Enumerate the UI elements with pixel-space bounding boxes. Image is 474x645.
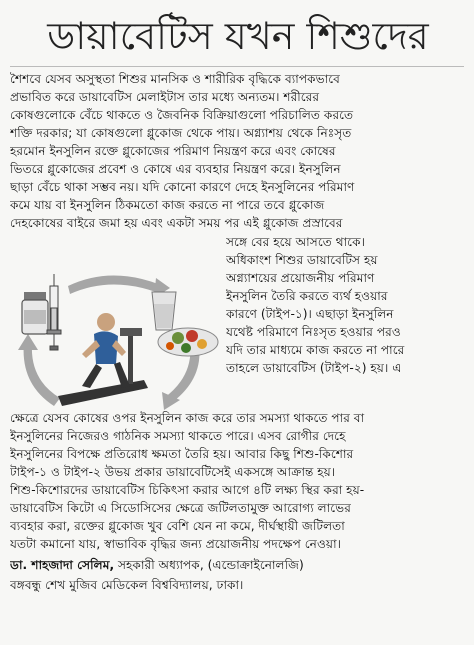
body-line: ক্ষেত্রে যেসব কোষের ওপর ইনসুলিন কাজ করে তার সমস্যা থাকতে পার বা <box>10 411 365 425</box>
body-line: ডায়াবেটিস কিটো এ সিডোসিসের ক্ষেত্রে জটিলতামুক্ত আরোগ্য লাভের <box>10 501 351 515</box>
body-line: শক্তি দরকার; যা কোষগুলো গ্লুকোজ থেকে পায়। অগ্ন্যাশয় থেকে নিঃসৃত <box>10 126 352 140</box>
body-line: দেহকোষের বাইরে জমা হয় এবং একটা সময় পর এই গ্লুকোজ প্রস্রাবের <box>10 216 343 230</box>
body-line: কোষগুলোকে বেঁচে থাকতে ও জৈবনিক বিক্রিয়াগুলো পরিচালিত করতে <box>10 108 354 122</box>
insulin-vial-icon <box>22 292 48 334</box>
food-plate-icon <box>158 328 218 356</box>
body-line: ছাড়া বেঁচে থাকা সম্ভব নয়। যদি কোনো কারণে দেহে ইনসুলিনের পরিমাণ <box>10 180 355 194</box>
body-line: অগ্ন্যাশয়ের প্রয়োজনীয় পরিমাণ <box>226 271 375 285</box>
body-line: ইনসুলিন তৈরি করতে ব্যর্থ হওয়ার <box>226 289 388 303</box>
body-line: যথেষ্ট পরিমাণে নিঃসৃত হওয়ার পরও <box>226 325 401 339</box>
body-line: কারণে (টাইপ-১)। এছাড়া ইনসুলিন <box>226 307 394 321</box>
body-line: ভিতরে গ্লুকোজের প্রবেশ ও কোষে এর ব্যবহার নিয়ন্ত্রণ করে। ইনসুলিন <box>10 162 341 176</box>
body-line: যদি তার মাধ্যমে কাজ করতে না পারে <box>226 343 405 357</box>
author-byline <box>10 556 456 574</box>
article-headline: ডায়াবেটিস যখন শিশুদের <box>47 14 429 58</box>
glass-icon <box>152 292 176 330</box>
body-line: ইনসুলিনের বিপক্ষে প্রতিরোধ ক্ষমতা তৈরি হয়। আবার কিছু শিশু-কিশোর <box>10 447 354 461</box>
body-line: সঙ্গে বের হয়ে আসতে থাকে। <box>226 235 365 249</box>
body-line: যতটা কমানো যায়, স্বাভাবিক বৃদ্ধির জন্য প্রয়োজনীয় পদক্ষেপ নেওয়া। <box>10 537 341 551</box>
author-name: ডা. শাহজাদা সেলিম, <box>10 558 115 572</box>
body-line: কমে যায় বা ইনসুলিন ঠিকমতো কাজ করতে না পারে তবে গ্লুকোজ <box>10 198 325 212</box>
treadmill-runner-icon <box>58 313 148 406</box>
author-affiliation: বঙ্গবন্ধু শেখ মুজিব মেডিকেল বিশ্ববিদ্যালয়, ঢাকা। <box>10 578 244 592</box>
body-line: টাইপ-১ ও টাইপ-২ উভয় প্রকার ডায়াবেটিসেই একসঙ্গে আক্রান্ত হয়। <box>10 465 336 479</box>
body-line: অধিকাংশ শিশুর ডায়াবেটিস হয় <box>226 253 378 267</box>
author-title: সহকারী অধ্যাপক, (এন্ডোক্রাইনোলজি) <box>114 558 304 572</box>
headline-divider <box>10 66 464 67</box>
body-line: হরমোন ইনসুলিন রক্তে গ্লুকোজের পরিমাণ নিয়ন্ত্রণ করে এবং কোষের <box>10 144 336 158</box>
illustration-svg <box>10 268 222 424</box>
body-line: ব্যবহার করা, রক্তের গ্লুকোজ খুব বেশি যেন না কমে, দীর্ঘস্থায়ী জটিলতা <box>10 519 345 533</box>
syringe-icon <box>47 274 61 350</box>
body-line: ইনসুলিনের নিজেরও গাঠনিক সমস্যা থাকতে পারে। এসব রোগীর দেহে <box>10 429 346 443</box>
body-line: প্রভাবিত করে ডায়াবেটিস মেলাইটাস তার মধ্যে অন্যতম। শরীরের <box>10 90 320 104</box>
body-line: তাহলে ডায়াবেটিস (টাইপ-২) হয়। এ <box>226 361 402 375</box>
body-line: শৈশবে যেসব অসুস্থতা শিশুর মানসিক ও শারীরিক বৃদ্ধিকে ব্যাপকভাবে <box>10 72 340 86</box>
diabetes-illustration <box>10 268 222 424</box>
body-line: শিশু-কিশোরদের ডায়াবেটিস চিকিৎসা করার আগে ৪টি লক্ষ্য স্থির করা হয়- <box>10 483 365 497</box>
